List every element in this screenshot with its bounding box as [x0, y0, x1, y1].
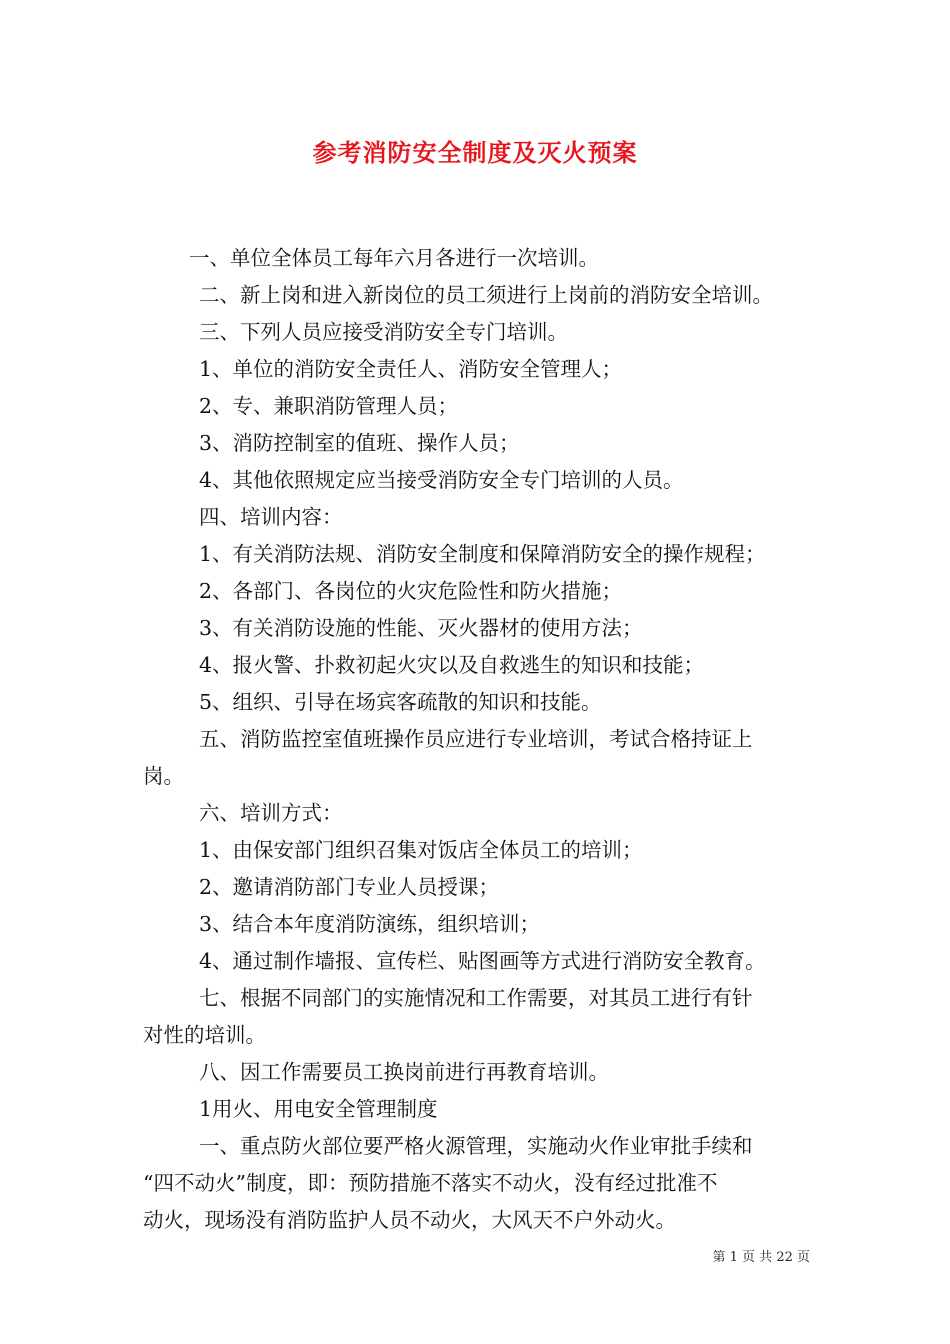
line-3: 三、下列人员应接受消防安全专门培训。 [199, 320, 568, 344]
line-26: “四不动火”制度，即：预防措施不落实不动火，没有经过批准不 [143, 1171, 718, 1195]
line-12: 4、报火警、扑救初起火灾以及自救逃生的知识和技能； [199, 653, 705, 677]
line-4: 1、单位的消防安全责任人、消防安全管理人； [199, 357, 623, 381]
page-footer: 第 1 页 共 22 页 [712, 1250, 810, 1265]
line-8: 四、培训内容： [199, 505, 343, 529]
line-22: 对性的培训。 [143, 1023, 266, 1047]
line-21: 七、根据不同部门的实施情况和工作需要，对其员工进行有针 [199, 986, 753, 1010]
line-11: 3、有关消防设施的性能、灭火器材的使用方法； [199, 616, 643, 640]
line-15: 岗。 [143, 764, 184, 788]
line-14: 五、消防监控室值班操作员应进行专业培训，考试合格持证上 [199, 727, 753, 751]
line-27: 动火，现场没有消防监护人员不动火，大风天不户外动火。 [143, 1208, 676, 1232]
line-24: 1用火、用电安全管理制度 [199, 1097, 438, 1121]
line-1: 一、单位全体员工每年六月各进行一次培训。 [189, 246, 599, 270]
line-2: 二、新上岗和进入新岗位的员工须进行上岗前的消防安全培训。 [199, 283, 773, 307]
line-17: 1、由保安部门组织召集对饭店全体员工的培训； [199, 838, 643, 862]
line-9: 1、有关消防法规、消防安全制度和保障消防安全的操作规程； [199, 542, 766, 566]
line-10: 2、各部门、各岗位的火灾危险性和防火措施； [199, 579, 623, 603]
line-5: 2、专、兼职消防管理人员； [199, 394, 459, 418]
line-18: 2、邀请消防部门专业人员授课； [199, 875, 500, 899]
page-title: 参考消防安全制度及灭火预案 [312, 138, 638, 167]
line-13: 5、组织、引导在场宾客疏散的知识和技能。 [199, 690, 602, 714]
line-6: 3、消防控制室的值班、操作人员； [199, 431, 520, 455]
line-16: 六、培训方式： [199, 801, 343, 825]
line-7: 4、其他依照规定应当接受消防安全专门培训的人员。 [199, 468, 684, 492]
line-23: 八、因工作需要员工换岗前进行再教育培训。 [199, 1060, 609, 1084]
line-25: 一、重点防火部位要严格火源管理，实施动火作业审批手续和 [199, 1134, 753, 1158]
line-19: 3、结合本年度消防演练，组织培训； [199, 912, 541, 936]
line-20: 4、通过制作墙报、宣传栏、贴图画等方式进行消防安全教育。 [199, 949, 766, 973]
